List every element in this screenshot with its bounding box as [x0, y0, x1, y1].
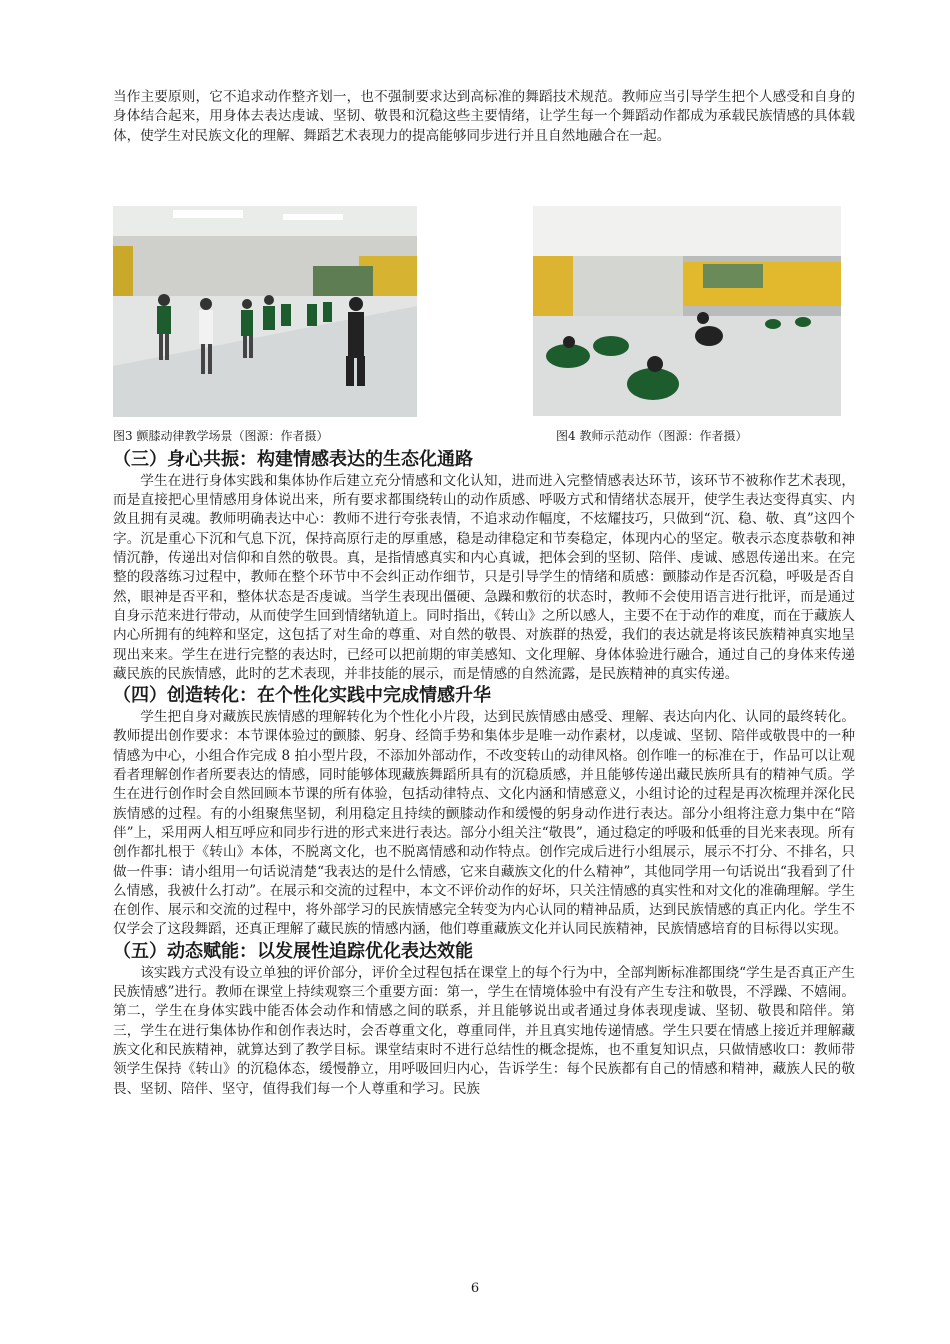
dance-class-photo	[113, 206, 417, 417]
document-page	[113, 88, 855, 1099]
figure-3-caption: 图3 颤膝动律教学场景（图源：作者摄）	[113, 428, 329, 443]
section-3-paragraph: 学生在进行身体实践和集体协作后建立充分情感和文化认知，进而进入完整情感表达环节，该环节不被称作艺术表现，而是直接把心里情感用身体说出来，所有要求都围绕转山的动作质感、呼吸方式和情绪状态展开，使学生表达变得真实、内敛且拥有灵魂。教师明确表达中心：教师不进行夸张表情，不追求动作幅度，不炫耀技巧，只做到“沉、稳、敬、真”这四个字。沉是重心下沉和气息下沉，保持高原行走的厚重感，稳是动律稳定和节奏稳定，体现内心的坚定。敬表示态度恭敬和神情沉静，传递出对信仰和自然的敬畏。真，是指情感真实和内心真诚，把体会到的坚韧、陪伴、虔诚、感恩传递出来。在完整的段落练习过程中，教师在整个环节中不会纠正动作细节，只是引导学生的情绪和质感：颤膝动作是否沉稳，呼吸是否自然，眼神是否平和，整体状态是否虔诚。当学生表现出僵硬、急躁和敷衍的状态时，教师不会使用语言进行批评，而是通过自身示范来进行带动，从而使学生回到情绪轨道上。同时指出，《转山》之所以感人，主要不在于动作的难度，而在于藏族人内心所拥有的纯粹和坚定，这包括了对生命的尊重、对自然的敬畏、对族群的热爱，我们的表达就是将该民族精神真实地呈现出来来。学生在进行完整的表达时，已经可以把前期的审美感知、文化理解、身体体验进行融合，通过自己的身体来传递藏民族的民族情感，此时的艺术表现，并非技能的展示，而是情感的自然流露，是民族精神的真实传递。	[113, 472, 855, 682]
section-4	[113, 684, 855, 940]
page-number: 6	[470, 1281, 480, 1296]
section-4-heading: （四）创造转化：在个性化实践中完成情感升华	[113, 685, 491, 707]
figure-4-caption: 图4 教师示范动作（图源：作者摄）	[556, 428, 748, 443]
intro-paragraph: 当作主要原则，它不追求动作整齐划一，也不强制要求达到高标准的舞蹈技术规范。教师应当引导学生把个人感受和自身的身体结合起来，用身体去表达虔诚、坚韧、敬畏和沉稳这些主要情绪，让学生每一个舞蹈动作都成为承载民族情感的具体载体，使学生对民族文化的理解、舞蹈艺术表现力的提高能够同步进行并且自然地融合在一起。	[113, 89, 855, 144]
section-3	[113, 448, 855, 684]
section-5-paragraph: 该实践方式没有设立单独的评价部分，评价全过程包括在课堂上的每个行为中，全部判断标准都围绕“学生是否真正产生民族情感”进行。教师在课堂上持续观察三个重要方面：第一，学生在情境体验中有没有产生专注和敬畏，不浮躁、不嬉闹。第二，学生在身体实践中能否体会动作和情感之间的联系，并且能够说出或者通过身体表现虔诚、坚韧、敬畏和陪伴。第三，学生在进行集体协作和创作表达时，会否尊重文化，尊重同伴，并且真实地传递情感。学生只要在情感上接近并理解藏族文化和民族精神，就算达到了教学目标。课堂结束时不进行总结性的概念提炼，也不重复知识点，只做情感收口：教师带领学生保持《转山》的沉稳体态，缓慢静立，用呼吸回归内心，告诉学生：每个民族都有自己的情感和精神，藏族人民的敬畏、坚韧、陪伴、坚守，值得我们每一个人尊重和学习。民族	[113, 964, 855, 1097]
figures-row	[113, 176, 855, 448]
teacher-demo-photo	[533, 206, 841, 416]
section-4-paragraph: 学生把自身对藏族民族情感的理解转化为个性化小片段，达到民族情感由感受、理解、表达向内化、认同的最终转化。教师提出创作要求：本节课体验过的颤膝、躬身、经筒手势和集体步是唯一动作素材，以虔诚、坚韧、陪伴或敬畏中的一种情感为中心，小组合作完成 8 拍小型片段，不添加外部动作，不改变转山的动律风格。创作唯一的标准在于，作品可以让观看者理解创作者所要表达的情感，同时能够体现藏族舞蹈所具有的沉稳质感，并且能够传递出藏民族所具有的精神气质。学生在进行创作时会自然回顾本节课的所有体验，包括动律特点、文化内涵和情感意义，小组讨论的过程是再次梳理并深化民族情感的过程。有的小组聚焦坚韧，利用稳定且持续的颤膝动作和缓慢的躬身动作进行表达。部分小组将注意力集中在“陪伴”上，采用两人相互呼应和同步行进的形式来进行表达。部分小组关注“敬畏”，通过稳定的呼吸和低垂的目光来表现。所有创作都扎根于《转山》本体，不脱离文化，也不脱离情感和动作特点。创作完成后进行小组展示，展示不打分、不排名，只做一件事：请小组用一句话说清楚“我表达的是什么情感，它来自藏族文化的什么精神”，其他同学用一句话说出“我看到了什么情感，我被什么打动”。在展示和交流的过程中，本文不评价动作的好坏，只关注情感的真实性和对文化的准确理解。学生在创作、展示和交流的过程中，将外部学习的民族情感完全转变为内心认同的精神品质，达到民族情感的真正内化。学生不仅学会了这段舞蹈，还真正理解了藏民族的情感内涵，他们尊重藏族文化并认同民族精神，民族情感培育的目标得以实现。	[113, 709, 855, 938]
section-5-heading: （五）动态赋能：以发展性追踪优化表达效能	[113, 940, 473, 962]
section-3-heading: （三）身心共振：构建情感表达的生态化通路	[113, 448, 473, 470]
section-5	[113, 940, 855, 1099]
